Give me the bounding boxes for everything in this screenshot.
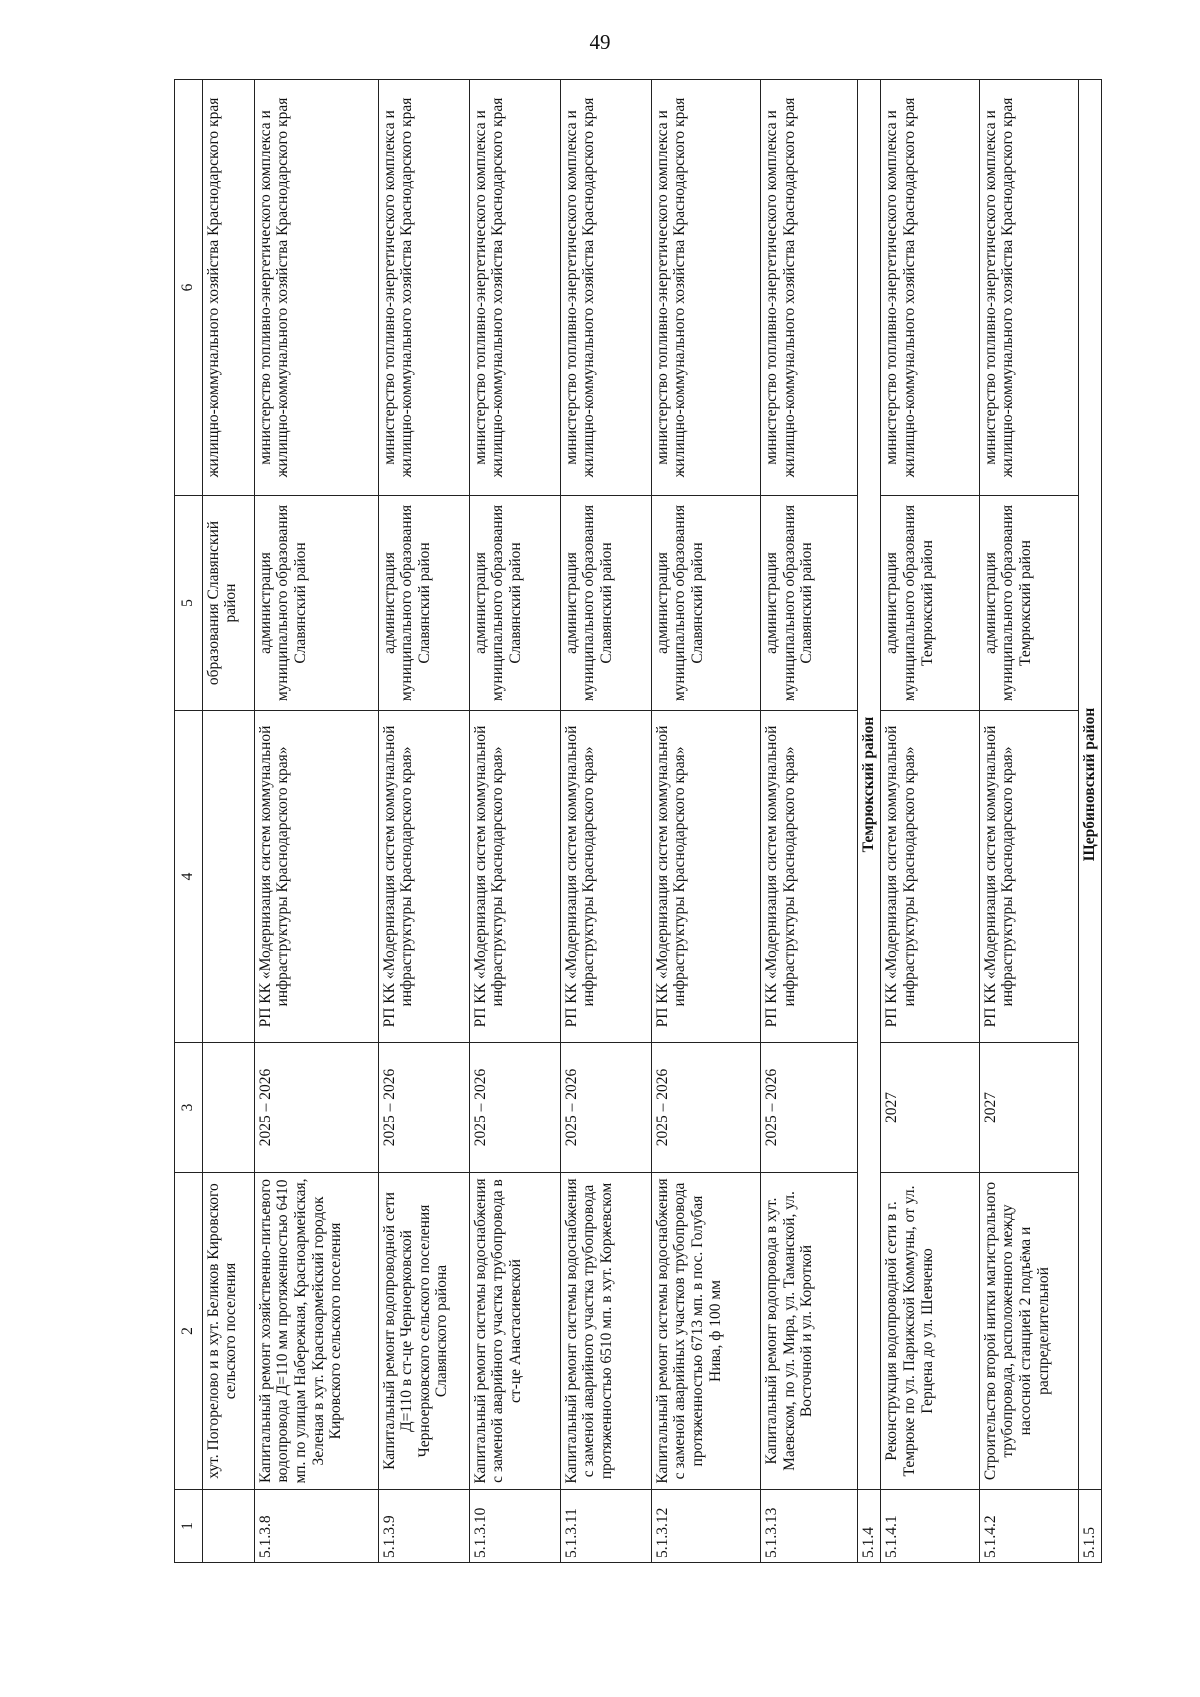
cell-executor: администрация муниципального образования Славянский район <box>378 496 469 711</box>
section-row-shcherbinovsky <box>1078 80 1101 1563</box>
cell-name: Строительство второй нитки магистрального трубопровода, расположенного между насосной станцией 2 подъёма и распределительной <box>979 1173 1078 1490</box>
cell-name: Капитальный ремонт системы водоснабжения с заменой аварийных участков трубопровода протяженностью 6713 мп. в пос. Голубая Нива, ф 100 мм <box>651 1173 760 1490</box>
table-row <box>651 80 760 1563</box>
table-row <box>881 80 979 1563</box>
section-title: Щербиновский район <box>1078 80 1101 1490</box>
cell-responsible: жилищно-коммунального хозяйства Краснодарского края <box>202 80 254 496</box>
page-number: 49 <box>589 30 611 54</box>
cell-period <box>202 1043 254 1173</box>
cell-period: 2025 – 2026 <box>469 1043 560 1173</box>
cell-name: Капитальный ремонт водопровода в хут. Маевском, по ул. Мира, ул. Таманской, ул. Восточной и ул. Короткой <box>761 1173 858 1490</box>
cell-program: РП КК «Модернизация систем коммунальной инфраструктуры Краснодарского края» <box>881 711 979 1043</box>
header-col-2: 2 <box>175 1173 203 1490</box>
header-col-6: 6 <box>175 80 203 496</box>
cell-num: 5.1.3.9 <box>378 1490 469 1563</box>
cell-responsible: министерство топливно-энергетического комплекса и жилищно-коммунального хозяйства Краснодарского края <box>881 80 979 496</box>
cell-program: РП КК «Модернизация систем коммунальной инфраструктуры Краснодарского края» <box>254 711 378 1043</box>
cell-program: РП КК «Модернизация систем коммунальной инфраструктуры Краснодарского края» <box>979 711 1078 1043</box>
cell-name: Реконструкция водопроводной сети в г. Темрюке по ул. Парижской Коммуны, от ул. Герцена до ул. Шевченко <box>881 1173 979 1490</box>
cell-num: 5.1.4 <box>858 1490 881 1563</box>
cell-period: 2027 <box>979 1043 1078 1173</box>
section-row-temryuk <box>858 80 881 1563</box>
cell-period: 2025 – 2026 <box>560 1043 651 1173</box>
table-row <box>254 80 378 1563</box>
cell-num: 5.1.3.13 <box>761 1490 858 1563</box>
cell-name: Капитальный ремонт системы водоснабжения с заменой аварийного участка трубопровода протяженностью 6510 мп. в хут. Коржевском <box>560 1173 651 1490</box>
cell-name: Капитальный ремонт системы водоснабжения с заменой аварийного участка трубопровода в ст-це Анастасиевской <box>469 1173 560 1490</box>
header-col-3: 3 <box>175 1043 203 1173</box>
cell-executor: администрация муниципального образования Темрюкский район <box>979 496 1078 711</box>
cell-executor: администрация муниципального образования Славянский район <box>469 496 560 711</box>
table-row <box>560 80 651 1563</box>
cell-period: 2027 <box>881 1043 979 1173</box>
cell-responsible: министерство топливно-энергетического комплекса и жилищно-коммунального хозяйства Краснодарского края <box>254 80 378 496</box>
cell-executor: образования Славянский район <box>202 496 254 711</box>
cell-program: РП КК «Модернизация систем коммунальной инфраструктуры Краснодарского края» <box>761 711 858 1043</box>
cell-executor: администрация муниципального образования Славянский район <box>651 496 760 711</box>
cell-name: Капитальный ремонт хозяйственно-питьевого водопровода Д=110 мм протяженностью 6410 мп. по улицам Набережная, Красноармейская, Зеленая в хут. Красноармейский городок Кировского сельского поселения <box>254 1173 378 1490</box>
table-row-continuation <box>202 80 254 1563</box>
cell-num: 5.1.4.1 <box>881 1490 979 1563</box>
cell-executor: администрация муниципального образования Славянский район <box>761 496 858 711</box>
cell-period: 2025 – 2026 <box>761 1043 858 1173</box>
cell-num: 5.1.3.11 <box>560 1490 651 1563</box>
cell-num: 5.1.3.8 <box>254 1490 378 1563</box>
rotated-table-wrapper <box>174 80 1102 1563</box>
cell-responsible: министерство топливно-энергетического комплекса и жилищно-коммунального хозяйства Краснодарского края <box>378 80 469 496</box>
cell-num <box>202 1490 254 1563</box>
header-col-1: 1 <box>175 1490 203 1563</box>
header-col-5: 5 <box>175 496 203 711</box>
cell-num: 5.1.4.2 <box>979 1490 1078 1563</box>
cell-responsible: министерство топливно-энергетического комплекса и жилищно-коммунального хозяйства Краснодарского края <box>761 80 858 496</box>
cell-executor: администрация муниципального образования Славянский район <box>560 496 651 711</box>
cell-num: 5.1.3.12 <box>651 1490 760 1563</box>
cell-program <box>202 711 254 1043</box>
header-col-4: 4 <box>175 711 203 1043</box>
cell-program: РП КК «Модернизация систем коммунальной инфраструктуры Краснодарского края» <box>651 711 760 1043</box>
cell-period: 2025 – 2026 <box>651 1043 760 1173</box>
cell-responsible: министерство топливно-энергетического комплекса и жилищно-коммунального хозяйства Краснодарского края <box>979 80 1078 496</box>
cell-responsible: министерство топливно-энергетического комплекса и жилищно-коммунального хозяйства Краснодарского края <box>651 80 760 496</box>
cell-period: 2025 – 2026 <box>378 1043 469 1173</box>
cell-program: РП КК «Модернизация систем коммунальной инфраструктуры Краснодарского края» <box>378 711 469 1043</box>
cell-num: 5.1.5 <box>1078 1490 1101 1563</box>
cell-responsible: министерство топливно-энергетического комплекса и жилищно-коммунального хозяйства Краснодарского края <box>469 80 560 496</box>
cell-name: хут. Погорелово и в хут. Беликов Кировского сельского поселения <box>202 1173 254 1490</box>
cell-program: РП КК «Модернизация систем коммунальной инфраструктуры Краснодарского края» <box>560 711 651 1043</box>
cell-name: Капитальный ремонт водопроводной сети Д=110 в ст-це Черноерковской Черноерковского сельского поселения Славянского района <box>378 1173 469 1490</box>
cell-executor: администрация муниципального образования Темрюкский район <box>881 496 979 711</box>
cell-executor: администрация муниципального образования Славянский район <box>254 496 378 711</box>
cell-period: 2025 – 2026 <box>254 1043 378 1173</box>
cell-program: РП КК «Модернизация систем коммунальной инфраструктуры Краснодарского края» <box>469 711 560 1043</box>
cell-num: 5.1.3.10 <box>469 1490 560 1563</box>
header-row <box>175 80 203 1563</box>
cell-responsible: министерство топливно-энергетического комплекса и жилищно-коммунального хозяйства Краснодарского края <box>560 80 651 496</box>
table-row <box>378 80 469 1563</box>
table-row <box>761 80 858 1563</box>
table-row <box>979 80 1078 1563</box>
section-title: Темрюкский район <box>858 80 881 1490</box>
table-row <box>469 80 560 1563</box>
measures-table <box>174 79 1102 1563</box>
